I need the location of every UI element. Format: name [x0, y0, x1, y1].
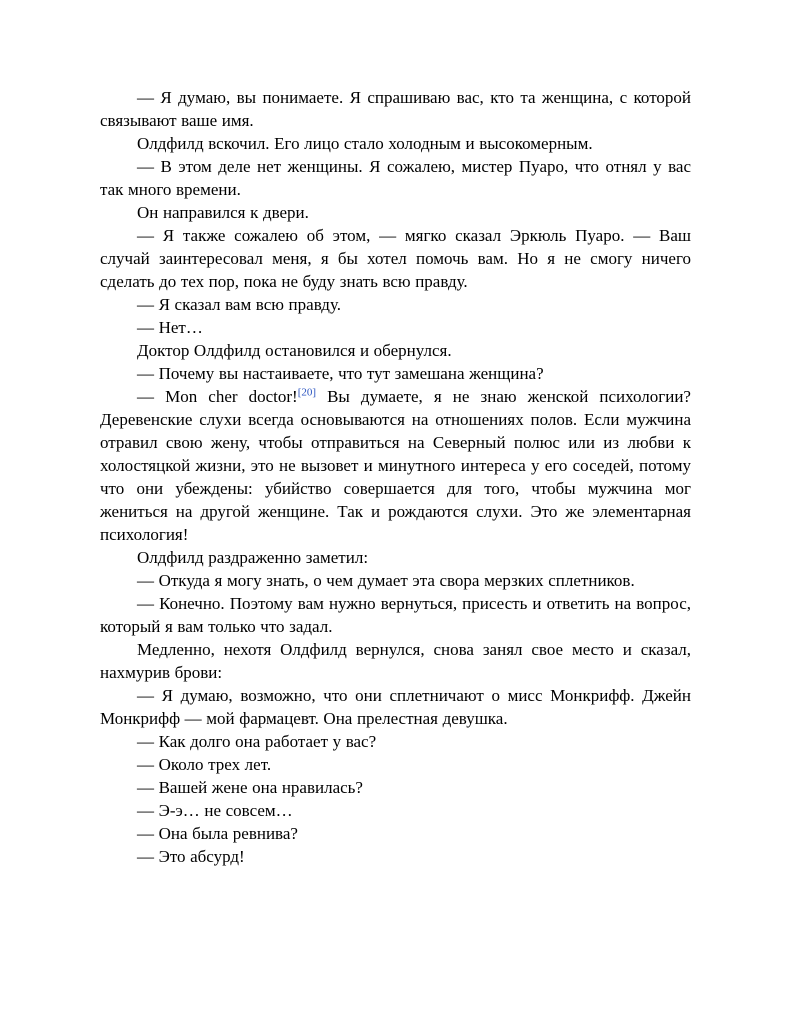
- paragraph: — Я также сожалею об этом, — мягко сказал Эркюль Пуаро. — Ваш случай заинтересовал меня, я бы хотел помочь вам. Но я не смогу ничего сделать до тех пор, пока не буду знать всю правду.: [100, 226, 691, 291]
- paragraph-text: — Mon cher doctor!: [137, 387, 298, 406]
- paragraph: — Как долго она работает у вас?: [137, 732, 377, 751]
- paragraph: Олдфилд раздраженно заметил:: [137, 548, 369, 567]
- paragraph-text: Вы думаете, я не знаю женской психологии? Деревенские слухи всегда основываются на отношениях полов. Если мужчина отравил свою жену, чтобы отправиться на Северный полюс или из любви к холостяцкой жизни, это не вызовет и минутного интереса у его соседей, потому что они убеждены: убийство совершается для того, чтобы мужчина мог жениться на другой женщине. Так и рождаются слухи. Это же элементарная психология!: [100, 387, 691, 544]
- paragraph: — Она была ревнива?: [137, 824, 298, 843]
- paragraph: — Нет…: [137, 318, 203, 337]
- paragraph: — Вашей жене она нравилась?: [137, 778, 363, 797]
- paragraph: [100, 385, 691, 546]
- paragraph: — В этом деле нет женщины. Я сожалею, мистер Пуаро, что отнял у вас так много времени.: [100, 157, 691, 199]
- paragraph: — Откуда я могу знать, о чем думает эта свора мерзких сплетников.: [137, 571, 635, 590]
- footnote-superscript: [298, 386, 316, 398]
- paragraph: Он направился к двери.: [137, 203, 309, 222]
- paragraph: — Почему вы настаиваете, что тут замешана женщина?: [137, 364, 544, 383]
- paragraph: — Э-э… не совсем…: [137, 801, 293, 820]
- paragraph: — Я сказал вам всю правду.: [137, 295, 341, 314]
- paragraph: — Конечно. Поэтому вам нужно вернуться, присесть и ответить на вопрос, который я вам только что задал.: [100, 594, 691, 636]
- paragraph: Медленно, нехотя Олдфилд вернулся, снова занял свое место и сказал, нахмурив брови:: [100, 640, 691, 682]
- paragraph: — Это абсурд!: [137, 847, 245, 866]
- paragraph: — Я думаю, возможно, что они сплетничают о мисс Монкрифф. Джейн Монкрифф — мой фармацевт. Она прелестная девушка.: [100, 686, 691, 728]
- footnote-link[interactable]: [20]: [297, 386, 317, 399]
- paragraph: Олдфилд вскочил. Его лицо стало холодным и высокомерным.: [137, 134, 593, 153]
- paragraph: Доктор Олдфилд остановился и обернулся.: [137, 341, 452, 360]
- paragraph: — Я думаю, вы понимаете. Я спрашиваю вас, кто та женщина, с которой связывают ваше имя.: [100, 88, 691, 130]
- paragraph: — Около трех лет.: [137, 755, 272, 774]
